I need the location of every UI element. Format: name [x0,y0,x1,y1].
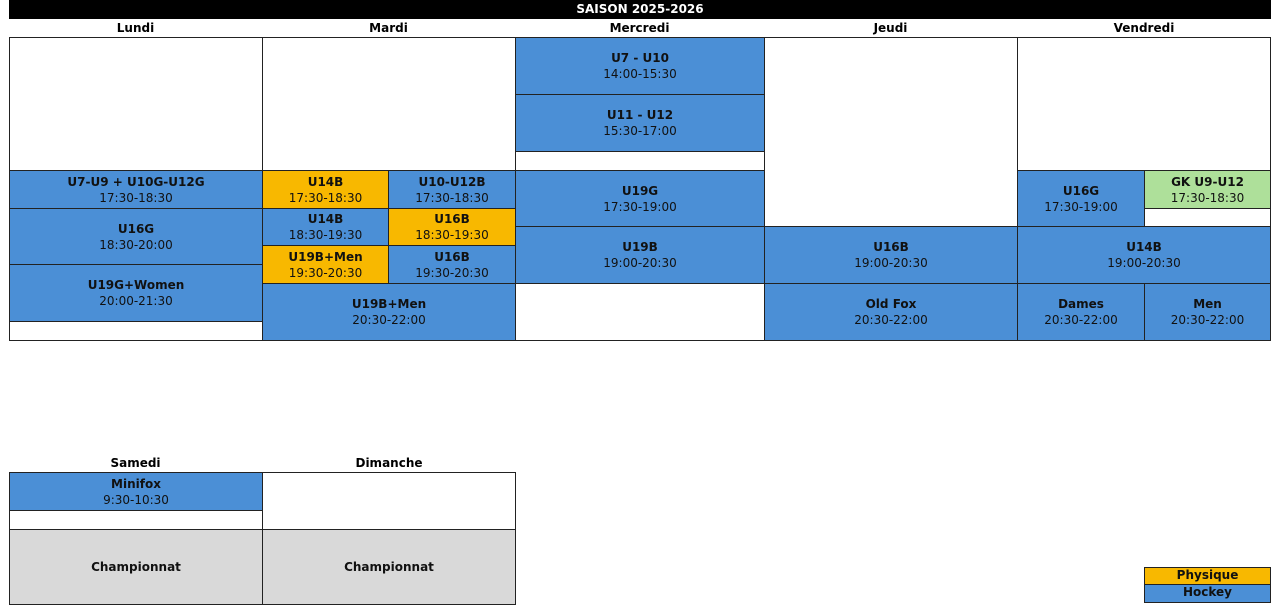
session-name: U10-U12B [418,174,486,189]
session-block [1017,226,1271,284]
session-name: U16B [434,212,470,226]
session-time: 20:30-22:00 [352,313,426,327]
session-block [764,283,1018,341]
session-name: U16B [434,249,470,264]
championnat-block [9,529,263,605]
session-name: GK U9-U12 [1171,174,1244,189]
session-time: 20:30-22:00 [1044,313,1118,327]
session-block [515,226,765,284]
session-name: U19B+Men [288,249,363,264]
session-time: 20:30-22:00 [854,313,928,327]
session-name: U14B [307,212,344,226]
session-block [1017,283,1145,341]
empty-slot [9,321,263,341]
session-name: U14B [1126,240,1162,254]
session-time: 17:30-19:00 [1044,199,1118,214]
session-time: 17:30-18:30 [288,190,363,205]
session-time: 17:30-18:30 [1170,190,1245,205]
session-block [1144,170,1271,209]
session-name: U16G [117,221,155,236]
session-name: Old Fox [865,297,917,311]
empty-slot [9,37,263,171]
session-block [515,170,765,227]
session-block [1144,283,1271,341]
session-time: 18:30-19:30 [415,228,489,242]
session-name: U19B+Men [351,297,427,311]
session-block [9,264,263,322]
day-header-jeudi: Jeudi [873,21,908,35]
empty-slot [764,37,1018,227]
session-name: U11 - U12 [606,108,674,122]
day-header-samedi: Samedi [110,456,161,470]
session-name: U19G [621,183,659,198]
session-name: Men [1193,297,1222,311]
day-header-mardi: Mardi [369,21,408,35]
session-name: U19B [622,240,658,254]
session-name: Championnat [344,560,434,574]
session-block [262,208,389,246]
session-time: 15:30-17:00 [603,124,677,138]
session-time: 19:00-20:30 [603,256,677,270]
session-time: 17:30-18:30 [415,190,489,205]
session-block [9,472,263,511]
session-name: U19G+Women [87,278,185,292]
empty-slot [515,283,765,341]
session-time: 20:00-21:30 [99,294,173,308]
session-name: U7 - U10 [611,51,669,65]
day-header-dimanche: Dimanche [355,456,423,470]
session-time: 19:00-20:30 [854,256,928,270]
championnat-block [262,529,516,605]
day-header-mercredi: Mercredi [609,21,670,35]
session-name: Championnat [91,560,181,574]
session-time: 20:30-22:00 [1170,313,1245,327]
session-name: U7-U9 + U10G-U12G [67,174,205,189]
day-header-lundi: Lundi [116,21,155,35]
session-name: Minifox [111,476,161,491]
empty-slot [1144,208,1271,227]
session-time: 18:30-20:00 [99,237,173,252]
session-block [388,170,516,209]
legend-physique: Physique [1144,567,1271,585]
session-time: 17:30-19:00 [603,199,677,214]
session-time: 19:00-20:30 [1107,256,1181,270]
session-time: 18:30-19:30 [288,228,363,242]
season-title: SAISON 2025-2026 [9,0,1271,19]
session-block [9,170,263,209]
session-name: Dames [1058,297,1104,311]
session-time: 19:30-20:30 [415,265,489,280]
session-block [1017,170,1145,227]
empty-slot [1017,37,1271,171]
session-time: 17:30-18:30 [99,190,173,205]
session-block [262,245,389,284]
session-time: 14:00-15:30 [603,67,677,81]
empty-slot [262,472,516,530]
session-time: 19:30-20:30 [288,265,363,280]
session-time: 9:30-10:30 [103,492,169,507]
session-name: U14B [307,174,344,189]
session-block [262,170,389,209]
session-block [764,226,1018,284]
session-block [515,94,765,152]
session-block [262,283,516,341]
session-name: U16G [1062,183,1100,198]
session-block [388,245,516,284]
empty-slot [262,37,516,171]
day-header-vendredi: Vendredi [1113,21,1175,35]
session-name: U16B [873,240,909,254]
legend-hockey: Hockey [1144,584,1271,603]
session-block [9,208,263,265]
empty-slot [515,151,765,171]
session-block [515,37,765,95]
session-block [388,208,516,246]
empty-slot [9,510,263,530]
